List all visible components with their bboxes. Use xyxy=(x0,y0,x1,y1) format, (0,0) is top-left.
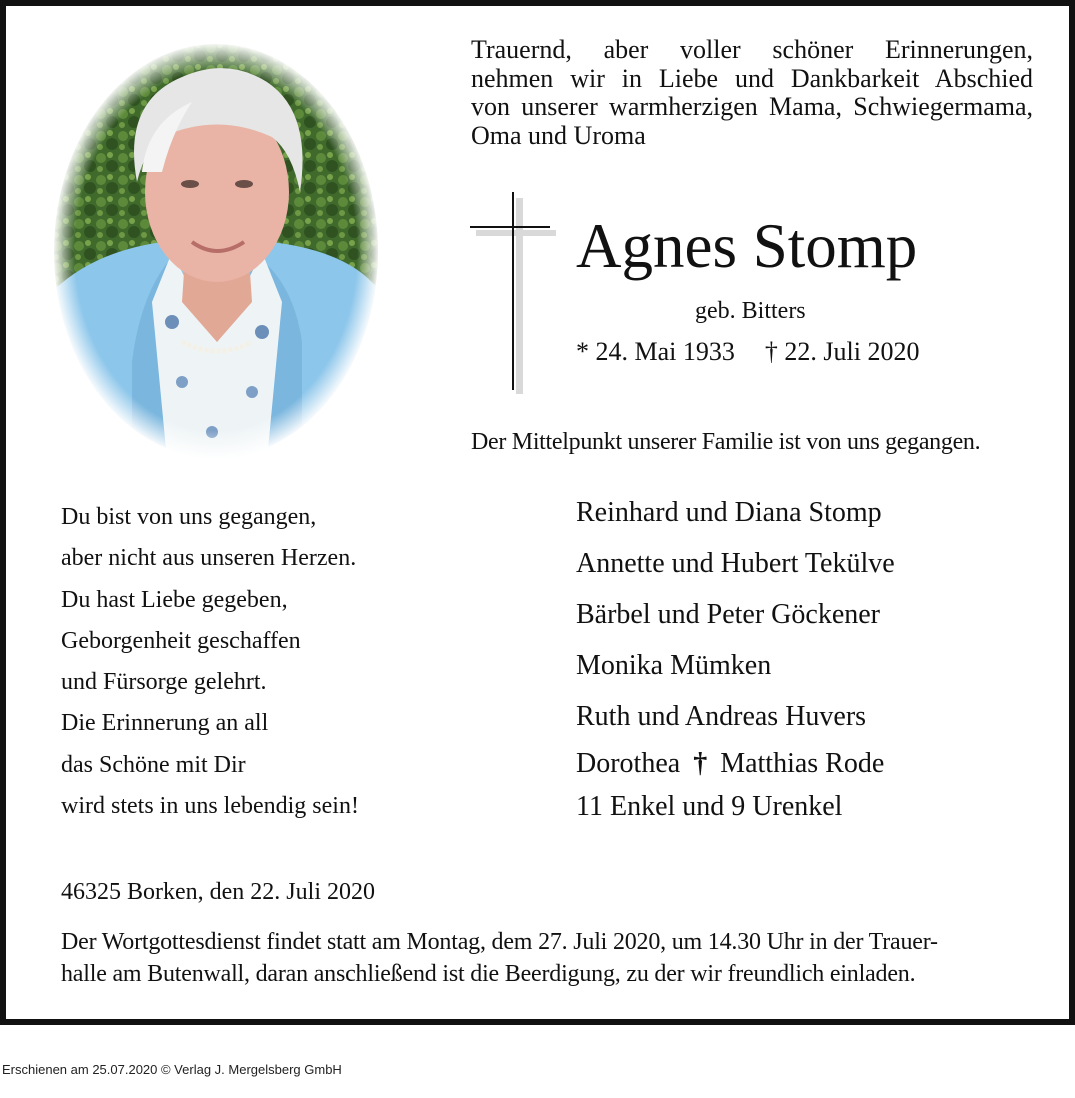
mourner: Reinhard und Diana Stomp xyxy=(576,497,882,528)
service-line: halle am Butenwall, daran anschließend ist die Beerdigung, zu der wir freundlich einladen. xyxy=(61,961,916,987)
dagger-icon: † xyxy=(693,748,708,779)
mourner-first: Dorothea xyxy=(576,748,681,779)
poem-line: das Schöne mit Dir xyxy=(61,751,246,778)
service-info xyxy=(61,926,1029,990)
mourner: Bärbel und Peter Göckener xyxy=(576,599,880,630)
poem-line: wird stets in uns lebendig sein! xyxy=(61,793,359,820)
mourner xyxy=(576,745,895,788)
deceased-name: Agnes Stomp xyxy=(576,211,918,281)
grandchildren: 11 Enkel und 9 Urenkel xyxy=(576,791,843,822)
poem-line: aber nicht aus unseren Herzen. xyxy=(61,545,357,572)
cross-icon xyxy=(468,190,560,394)
mourner: Monika Mümken xyxy=(576,650,772,681)
poem-line: Geborgenheit geschaffen xyxy=(61,627,301,654)
intro-line: Oma und Uroma xyxy=(471,120,646,150)
mourner: Annette und Hubert Tekülve xyxy=(576,548,895,579)
poem-line: und Fürsorge gelehrt. xyxy=(61,669,267,696)
maiden-name: geb. Bitters xyxy=(695,298,806,324)
mourner: Ruth und Andreas Huvers xyxy=(576,701,867,732)
publication-footer: Erschienen am 25.07.2020 © Verlag J. Mergelsberg GmbH xyxy=(2,1062,342,1077)
place-date: 46325 Borken, den 22. Juli 2020 xyxy=(61,879,375,905)
mourners-list xyxy=(576,494,895,828)
intro-line: nehmen wir in Liebe und Dankbarkeit Abschied xyxy=(471,63,1033,93)
poem-line: Du bist von uns gegangen, xyxy=(61,504,317,530)
intro-text xyxy=(471,36,1033,150)
family-center-line: Der Mittelpunkt unserer Familie ist von uns gegangen. xyxy=(471,429,981,455)
service-line: Der Wortgottesdienst findet statt am Montag, dem 27. Juli 2020, um 14.30 Uhr in der Trauer- xyxy=(61,929,938,955)
intro-line: von unserer warmherzigen Mama, Schwiegermama, xyxy=(471,92,1033,121)
poem-line: Du hast Liebe gegeben, xyxy=(61,586,288,613)
portrait-photo xyxy=(52,42,380,460)
intro-line: Trauernd, aber voller schöner Erinnerungen, xyxy=(471,35,1033,64)
birth-date: * 24. Mai 1933 xyxy=(576,337,735,366)
life-dates xyxy=(576,336,919,368)
poem xyxy=(61,499,359,829)
poem-line: Die Erinnerung an all xyxy=(61,710,269,737)
mourner-second: Matthias Rode xyxy=(720,748,885,779)
death-date: † 22. Juli 2020 xyxy=(764,337,920,366)
